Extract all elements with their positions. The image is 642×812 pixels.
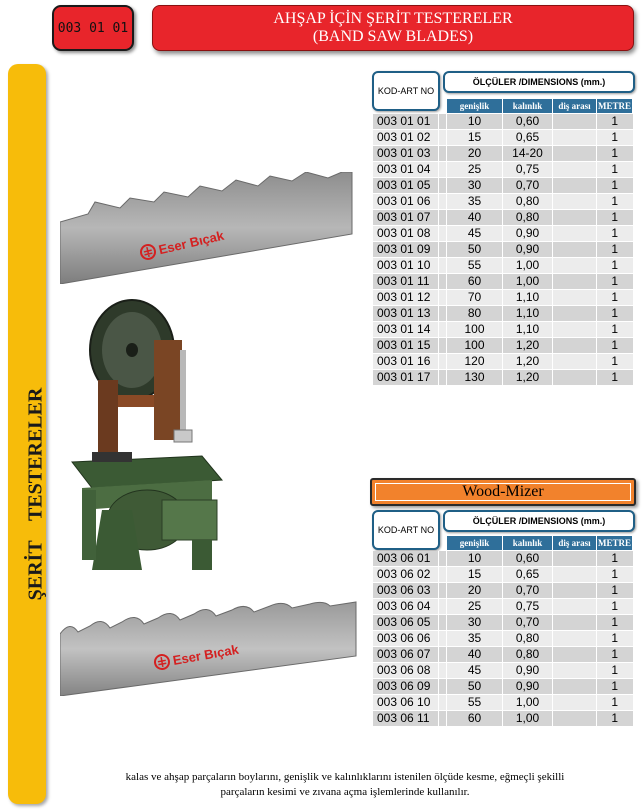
pitch-cell [553,322,597,338]
article-code-cell: 003 01 16 [373,354,439,370]
meter-cell: 1 [597,178,633,194]
pitch-cell [553,647,597,663]
table-row [373,338,633,354]
width-cell: 40 [447,210,503,226]
article-code-cell: 003 06 07 [373,647,439,663]
thickness-cell: 0,90 [503,242,553,258]
spacer-cell [439,178,447,194]
table-row [373,242,633,258]
pitch-cell [553,695,597,711]
pitch-cell [553,599,597,615]
thickness-cell: 0,75 [503,599,553,615]
thickness-cell: 1,10 [503,306,553,322]
kod-art-no-label-1: KOD-ART NO [372,71,440,111]
width-cell: 60 [447,274,503,290]
blade-spec-table-1 [372,98,633,386]
spacer-cell [439,338,447,354]
pitch-cell [553,663,597,679]
meter-cell: 1 [597,615,633,631]
thickness-cell: 0,70 [503,178,553,194]
meter-cell: 1 [597,711,633,727]
thickness-cell: 0,80 [503,210,553,226]
meter-cell: 1 [597,338,633,354]
meter-cell: 1 [597,370,633,386]
table-row [373,306,633,322]
article-code-cell: 003 06 09 [373,679,439,695]
spacer-cell [439,631,447,647]
spacer-cell [439,306,447,322]
article-code-cell: 003 01 13 [373,306,439,322]
width-cell: 120 [447,354,503,370]
width-cell: 15 [447,130,503,146]
width-cell: 60 [447,711,503,727]
width-cell: 80 [447,306,503,322]
pitch-cell [553,354,597,370]
thickness-cell: 1,00 [503,258,553,274]
col-thickness-header: kalınlık [503,536,553,551]
article-code-cell: 003 06 02 [373,567,439,583]
dimensions-label-2: ÖLÇÜLER /DIMENSIONS (mm.) [443,510,635,532]
spacer-cell [439,695,447,711]
spacer-cell [439,599,447,615]
thickness-cell: 0,90 [503,663,553,679]
side-category-label: ŞERİT TESTERELER [24,387,47,601]
spacer-cell [439,647,447,663]
table-row [373,663,633,679]
article-code-cell: 003 01 04 [373,162,439,178]
article-code-cell: 003 06 08 [373,663,439,679]
spacer-cell [439,194,447,210]
pitch-cell [553,274,597,290]
logo-text-1: Eser Bıçak [157,227,226,258]
width-cell: 50 [447,679,503,695]
side-category-bar [8,64,46,804]
meter-cell: 1 [597,322,633,338]
width-cell: 25 [447,162,503,178]
pitch-cell [553,258,597,274]
meter-cell: 1 [597,274,633,290]
meter-cell: 1 [597,146,633,162]
article-code-cell: 003 06 06 [373,631,439,647]
meter-cell: 1 [597,306,633,322]
thickness-cell: 1,20 [503,354,553,370]
thickness-cell: 0,80 [503,631,553,647]
table-row [373,551,633,567]
meter-cell: 1 [597,599,633,615]
meter-cell: 1 [597,679,633,695]
band-saw-blade-image-2 [60,600,360,696]
spacer-cell [439,711,447,727]
band-saw-machine-image [62,290,262,580]
table-row [373,274,633,290]
width-cell: 30 [447,178,503,194]
spacer-cell [439,130,447,146]
width-cell: 35 [447,631,503,647]
product-code: 003 01 01 [57,20,129,36]
pitch-cell [553,146,597,162]
table-row [373,583,633,599]
spacer-cell [439,114,447,130]
article-code-cell: 003 01 02 [373,130,439,146]
table-row [373,258,633,274]
spacer-cell [439,663,447,679]
title-line-1: AHŞAP İÇİN ŞERİT TESTERELER [273,10,513,27]
col-thickness-header: kalınlık [503,99,553,114]
width-cell: 45 [447,226,503,242]
pitch-cell [553,567,597,583]
width-cell: 30 [447,615,503,631]
article-code-cell: 003 01 03 [373,146,439,162]
width-cell: 10 [447,551,503,567]
pitch-cell [553,679,597,695]
article-code-cell: 003 01 14 [373,322,439,338]
title-line-2: (BAND SAW BLADES) [312,28,474,45]
width-cell: 20 [447,583,503,599]
col-width-header: genişlik [447,99,503,114]
table-row [373,370,633,386]
table-row [373,695,633,711]
width-cell: 20 [447,146,503,162]
pitch-cell [553,210,597,226]
article-code-cell: 003 01 01 [373,114,439,130]
band-saw-blade-image-1 [60,172,360,284]
col-pitch-header: diş arası [553,536,597,551]
thickness-cell: 1,00 [503,695,553,711]
pitch-cell [553,162,597,178]
article-code-cell: 003 01 07 [373,210,439,226]
table-row [373,178,633,194]
table-row [373,322,633,338]
meter-cell: 1 [597,114,633,130]
pitch-cell [553,551,597,567]
table-row [373,290,633,306]
meter-cell: 1 [597,226,633,242]
width-cell: 55 [447,695,503,711]
table-row [373,615,633,631]
spacer-cell [439,242,447,258]
table-row [373,210,633,226]
width-cell: 130 [447,370,503,386]
page-title-banner [152,5,634,51]
pitch-cell [553,370,597,386]
spacer-cell [439,290,447,306]
pitch-cell [553,226,597,242]
width-cell: 100 [447,322,503,338]
pitch-cell [553,178,597,194]
width-cell: 25 [447,599,503,615]
article-code-cell: 003 01 10 [373,258,439,274]
spacer-cell [439,370,447,386]
table-row [373,631,633,647]
table-row [373,599,633,615]
meter-cell: 1 [597,663,633,679]
thickness-cell: 0,65 [503,567,553,583]
spacer-cell [439,615,447,631]
blade-spec-table-2 [372,535,633,727]
spacer-cell [439,679,447,695]
pitch-cell [553,631,597,647]
kod-art-no-label-2: KOD-ART NO [372,510,440,550]
thickness-cell: 0,65 [503,130,553,146]
thickness-cell: 1,20 [503,370,553,386]
spacer-cell [439,162,447,178]
width-cell: 50 [447,242,503,258]
pitch-cell [553,338,597,354]
table-row [373,647,633,663]
meter-cell: 1 [597,695,633,711]
usage-description [60,770,630,800]
dimensions-label-1: ÖLÇÜLER /DIMENSIONS (mm.) [443,71,635,93]
table-row [373,146,633,162]
thickness-cell: 0,75 [503,162,553,178]
width-cell: 40 [447,647,503,663]
spacer-cell [439,354,447,370]
usage-line-2: parçaların kesimi ve zıvana açma işlemlerinde kullanılır. [220,786,470,798]
table-row [373,114,633,130]
spacer-cell [439,258,447,274]
meter-cell: 1 [597,631,633,647]
article-code-cell: 003 01 06 [373,194,439,210]
pitch-cell [553,615,597,631]
thickness-cell: 0,90 [503,226,553,242]
table-row [373,354,633,370]
col-meter-header: METRE [597,99,633,114]
meter-cell: 1 [597,242,633,258]
meter-cell: 1 [597,290,633,306]
article-code-cell: 003 06 03 [373,583,439,599]
pitch-cell [553,194,597,210]
width-cell: 100 [447,338,503,354]
thickness-cell: 1,10 [503,290,553,306]
article-code-cell: 003 01 15 [373,338,439,354]
thickness-cell: 1,00 [503,274,553,290]
pitch-cell [553,114,597,130]
thickness-cell: 1,20 [503,338,553,354]
table-row [373,194,633,210]
article-code-cell: 003 06 01 [373,551,439,567]
spacer-cell [439,146,447,162]
thickness-cell: 0,90 [503,679,553,695]
meter-cell: 1 [597,162,633,178]
pitch-cell [553,306,597,322]
thickness-cell: 1,00 [503,711,553,727]
spacer-cell [439,567,447,583]
thickness-cell: 0,70 [503,583,553,599]
table-row [373,567,633,583]
article-code-cell: 003 06 11 [373,711,439,727]
product-code-badge [52,5,134,51]
thickness-cell: 14-20 [503,146,553,162]
article-code-cell: 003 06 05 [373,615,439,631]
wood-mizer-section-label [370,478,636,506]
width-cell: 55 [447,258,503,274]
table-row [373,162,633,178]
width-cell: 45 [447,663,503,679]
pitch-cell [553,130,597,146]
article-code-cell: 003 01 05 [373,178,439,194]
col-pitch-header: diş arası [553,99,597,114]
article-code-cell: 003 01 09 [373,242,439,258]
spacer-cell [439,274,447,290]
thickness-cell: 0,60 [503,551,553,567]
spacer-cell [439,583,447,599]
pitch-cell [553,242,597,258]
table-row [373,679,633,695]
thickness-cell: 1,10 [503,322,553,338]
pitch-cell [553,290,597,306]
usage-line-1: kalas ve ahşap parçaların boylarını, genişlik ve kalınlıklarını istenilen ölçüde kesme, eğmeçli şekilli [125,771,565,783]
width-cell: 70 [447,290,503,306]
table-row [373,226,633,242]
meter-cell: 1 [597,647,633,663]
wood-mizer-title: Wood-Mizer [462,483,544,500]
meter-cell: 1 [597,583,633,599]
table-row [373,711,633,727]
spacer-cell [439,551,447,567]
pitch-cell [553,711,597,727]
pitch-cell [553,583,597,599]
meter-cell: 1 [597,354,633,370]
table-row [373,130,633,146]
article-code-cell: 003 01 17 [373,370,439,386]
col-width-header: genişlik [447,536,503,551]
meter-cell: 1 [597,567,633,583]
spacer-cell [439,210,447,226]
thickness-cell: 0,70 [503,615,553,631]
width-cell: 15 [447,567,503,583]
width-cell: 35 [447,194,503,210]
article-code-cell: 003 06 04 [373,599,439,615]
spacer-cell [439,226,447,242]
col-meter-header: METRE [597,536,633,551]
article-code-cell: 003 01 12 [373,290,439,306]
article-code-cell: 003 06 10 [373,695,439,711]
meter-cell: 1 [597,210,633,226]
article-code-cell: 003 01 11 [373,274,439,290]
meter-cell: 1 [597,194,633,210]
article-code-cell: 003 01 08 [373,226,439,242]
spacer-cell [439,322,447,338]
thickness-cell: 0,80 [503,194,553,210]
thickness-cell: 0,60 [503,114,553,130]
meter-cell: 1 [597,551,633,567]
meter-cell: 1 [597,130,633,146]
meter-cell: 1 [597,258,633,274]
width-cell: 10 [447,114,503,130]
thickness-cell: 0,80 [503,647,553,663]
logo-text-2: Eser Bıçak [171,641,240,668]
